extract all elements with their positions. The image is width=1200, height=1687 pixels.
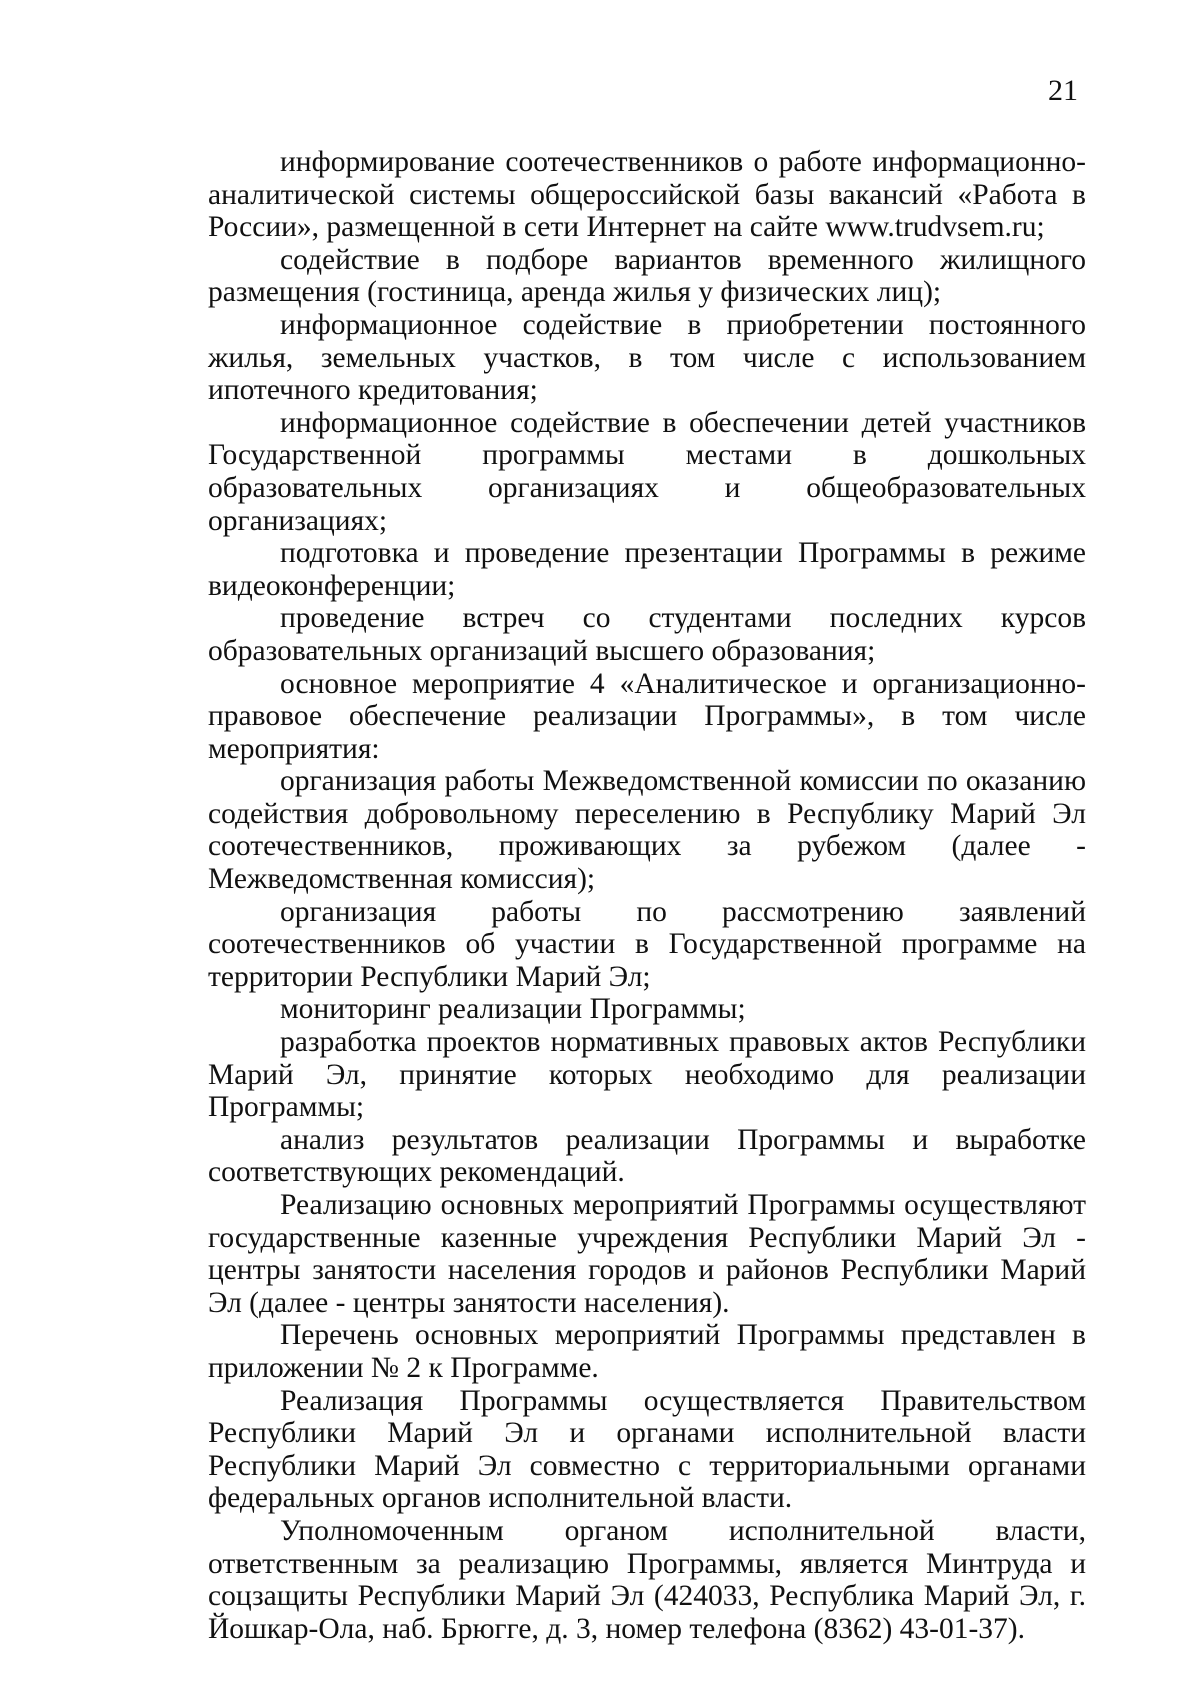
paragraph: информационное содействие в приобретении постоянного жилья, земельных участков, в том числе с использованием ипотечного кредитования;: [208, 308, 1086, 407]
paragraph: Перечень основных мероприятий Программы представлен в приложении № 2 к Программе.: [208, 1319, 1086, 1384]
paragraph: содействие в подборе вариантов временного жилищного размещения (гостиница, аренда жилья у физических лиц);: [208, 243, 1086, 309]
paragraph: подготовка и проведение презентации Программы в режиме видеоконференции;: [208, 537, 1086, 602]
paragraph: анализ результатов реализации Программы и выработке соответствующих рекомендаций.: [208, 1123, 1086, 1189]
paragraph: разработка проектов нормативных правовых актов Республики Марий Эл, принятие которых необходимо для реализации Программы;: [208, 1026, 1086, 1124]
paragraph: информирование соотечественников о работе информационно-аналитической системы общероссийской базы вакансий «Работа в России», размещенной в сети Интернет на сайте www.trudvsem.ru;: [208, 146, 1086, 244]
paragraph: Уполномоченным органом исполнительной власти, ответственным за реализацию Программы, является Минтруда и соцзащиты Республики Марий Эл (424033, Республика Марий Эл, г. Йошкар-Ола, наб. Брюгге, д. 3, номер телефона (8362) 43-01-37).: [208, 1514, 1086, 1645]
paragraph: мониторинг реализации Программы;: [280, 993, 746, 1026]
paragraph: организация работы по рассмотрению заявлений соотечественников об участии в Государственной программе на территории Республики Марий Эл;: [208, 895, 1086, 993]
paragraph: основное мероприятие 4 «Аналитическое и организационно-правовое обеспечение реализации Программы», в том числе мероприятия:: [208, 667, 1086, 765]
paragraph: Реализацию основных мероприятий Программы осуществляют государственные казенные учреждения Республики Марий Эл - центры занятости населения городов и районов Республики Марий Эл (далее - центры занятости населения).: [208, 1189, 1086, 1319]
document-body: [208, 146, 1086, 1645]
paragraph: информационное содействие в обеспечении детей участников Государственной программы местами в дошкольных образовательных организациях и общеобразовательных организациях;: [208, 406, 1086, 537]
paragraph: проведение встреч со студентами последних курсов образовательных организаций высшего образования;: [208, 602, 1086, 667]
paragraph: организация работы Межведомственной комиссии по оказанию содействия добровольному переселению в Республику Марий Эл соотечественников, проживающих за рубежом (далее - Межведомственная комиссия);: [208, 765, 1086, 896]
page-number: 21: [1048, 74, 1078, 107]
paragraph: Реализация Программы осуществляется Правительством Республики Марий Эл и органами исполнительной власти Республики Марий Эл совместно с территориальными органами федеральных органов исполнительной власти.: [208, 1384, 1086, 1515]
